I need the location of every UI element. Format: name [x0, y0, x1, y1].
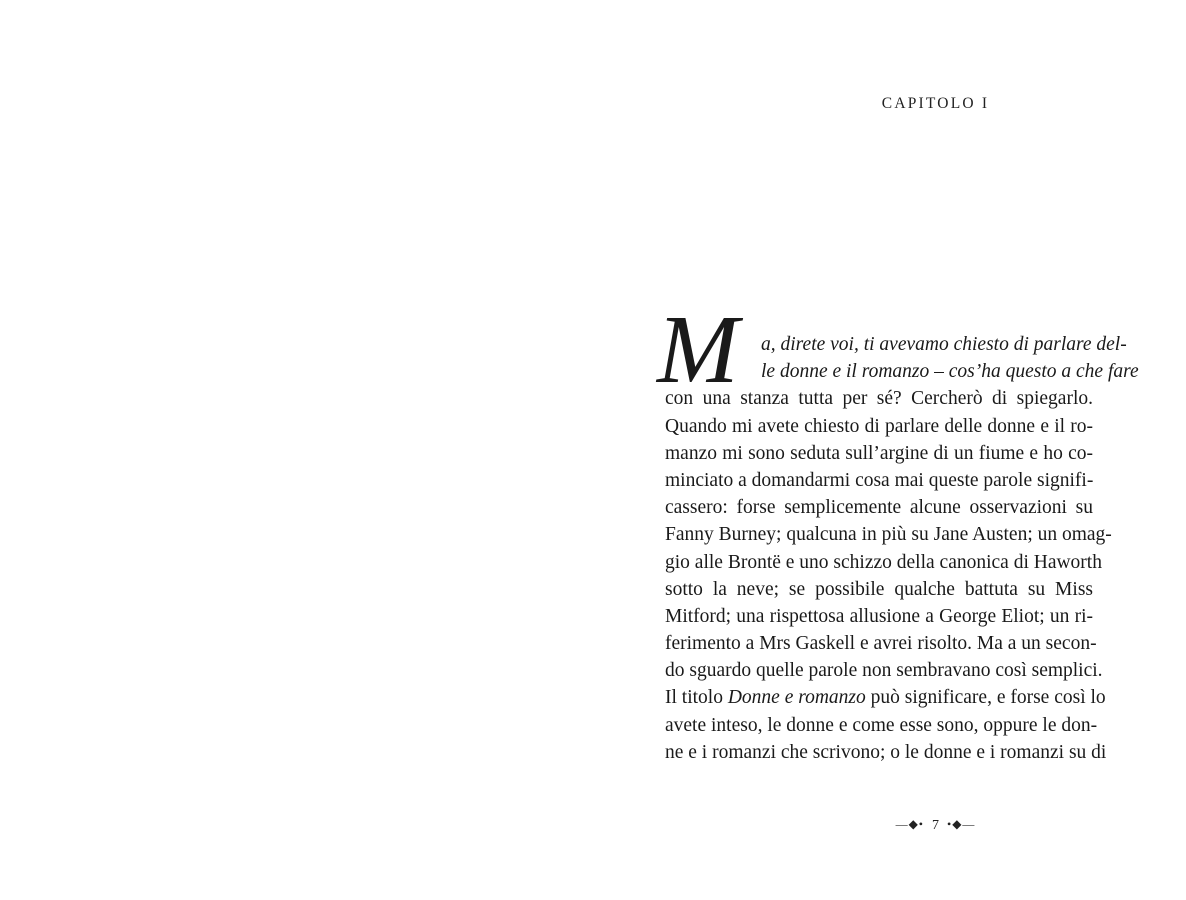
text-line: ne e i romanzi che scrivono; o le donne e i romanzi su di — [665, 741, 1107, 763]
text-line: con una stanza tutta per sé? Cercherò di spiegarlo. — [665, 388, 1093, 410]
text-line: manzo mi sono seduta sull’argine di un fiume e ho co- — [665, 442, 1093, 464]
chapter-heading: CAPITOLO I — [881, 95, 990, 112]
page-folio — [593, 817, 1186, 834]
ornament-right: •◆— — [947, 817, 976, 831]
text-line: le donne e il romanzo – cos’ha questo a che fare — [761, 361, 1139, 383]
text-line: sotto la neve; se possibile qualche battuta su Miss — [665, 578, 1093, 600]
text-line: a, direte voi, ti avevamo chiesto di parlare del- — [761, 334, 1127, 355]
text-line: Quando mi avete chiesto di parlare delle donne e il ro- — [665, 415, 1093, 437]
text-line: avete inteso, le donne e come esse sono, oppure le don- — [665, 714, 1098, 736]
book-title-italic: Donne e romanzo — [727, 687, 866, 709]
text-line: ferimento a Mrs Gaskell e avrei risolto. Ma a un secon- — [665, 633, 1097, 655]
ornament-left: —◆• — [895, 817, 924, 831]
text-line: gio alle Brontë e uno schizzo della canonica di Haworth — [665, 551, 1102, 573]
text-line: Fanny Burney; qualcuna in più su Jane Austen; un omag- — [665, 524, 1112, 546]
text-line-title — [665, 684, 1106, 711]
right-page — [593, 0, 1186, 900]
body-text — [657, 296, 1139, 766]
text-segment: Il titolo — [665, 687, 728, 709]
text-line: do sguardo quelle parole non sembravano così semplici. — [665, 660, 1103, 682]
text-segment: può significare, e forse così lo — [865, 687, 1106, 709]
text-line: Mitford; una rispettosa allusione a George Eliot; un ri- — [665, 605, 1093, 627]
page-number: 7 — [932, 818, 939, 833]
drop-cap: M — [657, 296, 739, 404]
text-line: minciato a domandarmi cosa mai queste parole signifi- — [665, 469, 1094, 491]
text-line: cassero: forse semplicemente alcune osservazioni su — [665, 497, 1093, 519]
